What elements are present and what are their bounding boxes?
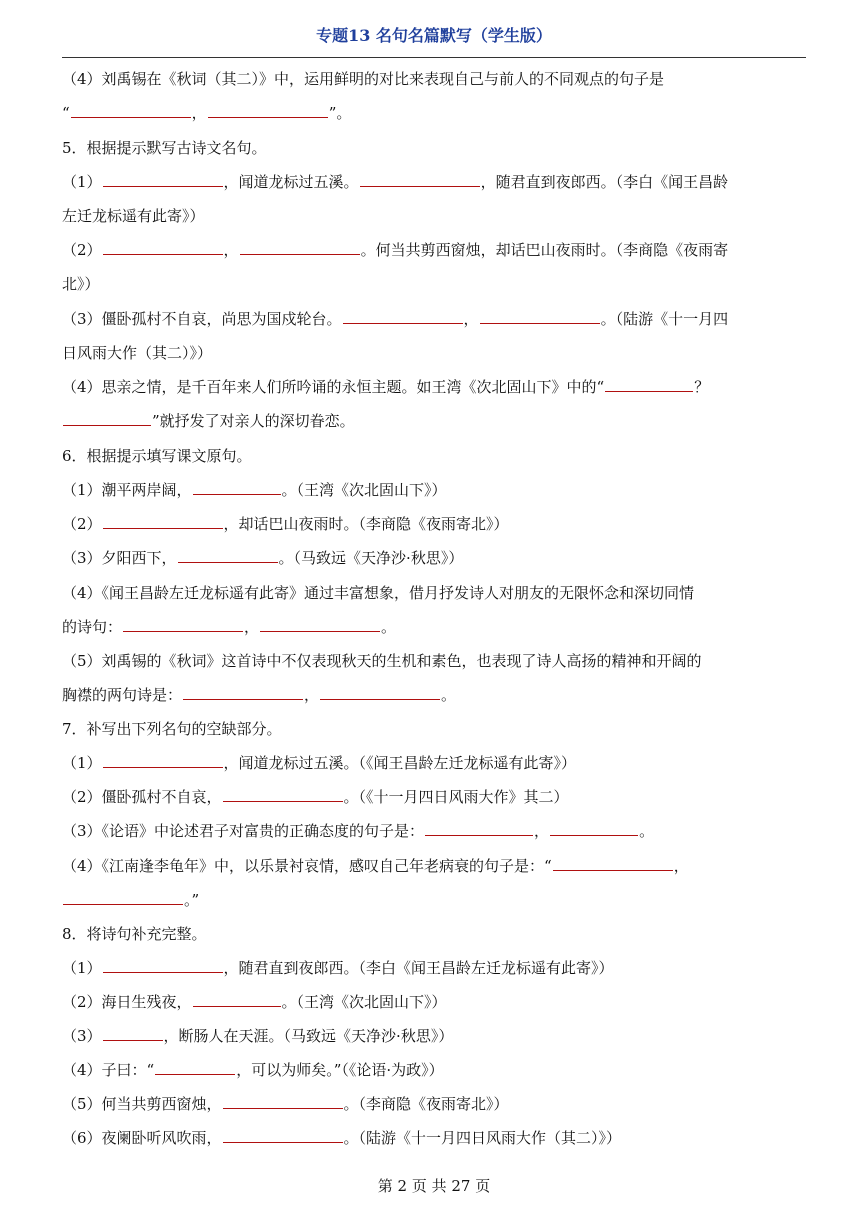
answer-blank[interactable] (480, 308, 600, 324)
question-text: ， (191, 104, 207, 122)
question-4-4-line-2 (62, 102, 806, 124)
question-6-5-line-2 (62, 684, 806, 706)
question-5-1-line-1 (62, 171, 806, 193)
question-text: （4）《闻王昌龄左迁龙标遥有此寄》通过丰富想象，借月抒发诗人对朋友的无限怀念和深切同情 (62, 584, 695, 602)
question-text: 。何当共剪西窗烛，却话巴山夜雨时。（李商隐《夜雨寄 (360, 241, 729, 259)
question-text: （2）海日生残夜， (62, 993, 192, 1011)
question-text: ，可以为师矣。”（《论语·为政》） (236, 1061, 444, 1079)
question-text: （5）何当共剪西窗烛， (62, 1095, 222, 1113)
question-text: （4）子曰：“ (62, 1061, 155, 1079)
question-text: ？ (694, 378, 710, 396)
question-7-4-line-1 (62, 855, 806, 877)
question-title: 6．根据提示填写课文原句。 (62, 447, 252, 465)
question-text: ”。 (328, 104, 352, 122)
question-text: 胸襟的两句诗是： (62, 686, 183, 704)
question-7-1 (62, 752, 806, 774)
question-text: （2） (62, 241, 102, 259)
answer-blank[interactable] (103, 1025, 163, 1041)
question-8-2 (62, 991, 806, 1013)
answer-blank[interactable] (360, 171, 480, 187)
answer-blank[interactable] (260, 616, 380, 632)
question-5-title (62, 137, 806, 159)
answer-blank[interactable] (223, 1093, 343, 1109)
question-text: ， (244, 618, 260, 636)
question-text: ，断肠人在天涯。（马致远《天净沙·秋思》） (163, 1027, 454, 1045)
question-6-3 (62, 547, 806, 569)
question-text: （3）《论语》中论述君子对富贵的正确态度的句子是： (62, 822, 425, 840)
question-text: （3） (62, 1027, 102, 1045)
answer-blank[interactable] (103, 957, 223, 973)
answer-blank[interactable] (183, 684, 303, 700)
answer-blank[interactable] (155, 1059, 235, 1075)
question-text: ，随君直到夜郎西。（李白《闻王昌龄左迁龙标遥有此寄》） (223, 959, 614, 977)
question-8-title (62, 923, 806, 945)
question-text: （6）夜阑卧听风吹雨， (62, 1129, 222, 1147)
question-text: （1） (62, 173, 102, 191)
answer-blank[interactable] (63, 410, 151, 426)
question-text: 。 (441, 686, 457, 704)
question-7-title (62, 718, 806, 740)
question-text: （4）《江南逢李龟年》中，以乐景衬哀情，感叹自己年老病衰的句子是：“ (62, 857, 552, 875)
question-text: 左迁龙标遥有此寄》） (62, 207, 205, 225)
question-text: 的诗句： (62, 618, 123, 636)
header-divider (62, 57, 806, 58)
page-footer-number: 第 2 页 共 27 页 (377, 1177, 491, 1195)
answer-blank[interactable] (178, 547, 278, 563)
answer-blank[interactable] (103, 752, 223, 768)
question-7-3 (62, 820, 806, 842)
question-text: “ (62, 104, 70, 122)
answer-blank[interactable] (550, 820, 638, 836)
question-text: 。（王湾《次北固山下》） (281, 993, 447, 1011)
question-8-5 (62, 1093, 806, 1115)
question-title: 7．补写出下列名句的空缺部分。 (62, 720, 282, 738)
answer-blank[interactable] (223, 1127, 343, 1143)
question-6-1 (62, 479, 806, 501)
question-7-2 (62, 786, 806, 808)
answer-blank[interactable] (240, 239, 360, 255)
answer-blank[interactable] (103, 239, 223, 255)
question-text: 。（陆游《十一月四 (600, 310, 729, 328)
question-text: 。（马致远《天净沙·秋思》） (278, 549, 464, 567)
question-text: 。（《十一月四日风雨大作》其二） (343, 788, 569, 806)
question-text: 。（陆游《十一月四日风雨大作（其二）》） (343, 1129, 622, 1147)
question-6-title (62, 445, 806, 467)
question-text: ， (304, 686, 320, 704)
question-text: （4）思亲之情，是千百年来人们所吟诵的永恒主题。如王湾《次北固山下》中的“ (62, 378, 605, 396)
question-text: （5）刘禹锡的《秋词》这首诗中不仅表现秋天的生机和素色，也表现了诗人高扬的精神和开阔的 (62, 652, 702, 670)
question-6-5-line-1 (62, 650, 806, 672)
question-text: （3）夕阳西下， (62, 549, 177, 567)
question-text: （2）僵卧孤村不自哀， (62, 788, 222, 806)
question-text: 。（李商隐《夜雨寄北》） (343, 1095, 509, 1113)
question-text: ，随君直到夜郎西。（李白《闻王昌龄 (480, 173, 729, 191)
question-5-4-line-2 (62, 410, 806, 432)
question-text: ， (673, 857, 689, 875)
answer-blank[interactable] (123, 616, 243, 632)
question-text: ， (534, 822, 550, 840)
answer-blank[interactable] (605, 376, 693, 392)
question-text: （4）刘禹锡在《秋词（其二）》中，运用鲜明的对比来表现自己与前人的不同观点的句子是 (62, 70, 665, 88)
question-text: （2） (62, 515, 102, 533)
question-text: 。 (639, 822, 655, 840)
question-8-3 (62, 1025, 806, 1047)
question-text: 。” (184, 891, 200, 909)
question-text: ， (463, 310, 479, 328)
question-text: 日风雨大作（其二）》） (62, 344, 213, 362)
question-text: ”就抒发了对亲人的深切眷恋。 (152, 412, 355, 430)
question-6-4-line-2 (62, 616, 806, 638)
answer-blank[interactable] (343, 308, 463, 324)
question-6-4-line-1 (62, 582, 806, 604)
question-text: ，闻道龙标过五溪。（《闻王昌龄左迁龙标遥有此寄》） (223, 754, 577, 772)
question-text: ， (223, 241, 239, 259)
question-8-4 (62, 1059, 806, 1081)
question-5-1-line-2 (62, 205, 806, 227)
question-5-2-line-1 (62, 239, 806, 261)
answer-blank[interactable] (193, 991, 281, 1007)
question-8-6 (62, 1127, 806, 1149)
question-text: 北》） (62, 275, 100, 293)
question-5-3-line-2 (62, 342, 806, 364)
answer-blank[interactable] (71, 102, 191, 118)
question-7-4-line-2 (62, 889, 806, 911)
question-5-4-line-1 (62, 376, 806, 398)
question-text: ，闻道龙标过五溪。 (223, 173, 359, 191)
answer-blank[interactable] (320, 684, 440, 700)
question-5-2-line-2 (62, 273, 806, 295)
answer-blank[interactable] (103, 513, 223, 529)
question-4-4-line-1 (62, 68, 806, 90)
question-text: 。（王湾《次北固山下》） (281, 481, 447, 499)
question-title: 8．将诗句补充完整。 (62, 925, 207, 943)
answer-blank[interactable] (208, 102, 328, 118)
answer-blank[interactable] (553, 855, 673, 871)
question-text: （3）僵卧孤村不自哀，尚思为国戍轮台。 (62, 310, 342, 328)
question-6-2 (62, 513, 806, 535)
answer-blank[interactable] (63, 889, 183, 905)
question-title: 5．根据提示默写古诗文名句。 (62, 139, 267, 157)
answer-blank[interactable] (193, 479, 281, 495)
question-5-3-line-1 (62, 308, 806, 330)
question-text: （1） (62, 959, 102, 977)
question-8-1 (62, 957, 806, 979)
question-text: （1）潮平两岸阔， (62, 481, 192, 499)
question-text: ，却话巴山夜雨时。（李商隐《夜雨寄北》） (223, 515, 509, 533)
question-text: 。 (381, 618, 397, 636)
answer-blank[interactable] (103, 171, 223, 187)
question-text: （1） (62, 754, 102, 772)
page-header-title: 专题13 名句名篇默写（学生版） (316, 26, 552, 45)
answer-blank[interactable] (425, 820, 533, 836)
answer-blank[interactable] (223, 786, 343, 802)
